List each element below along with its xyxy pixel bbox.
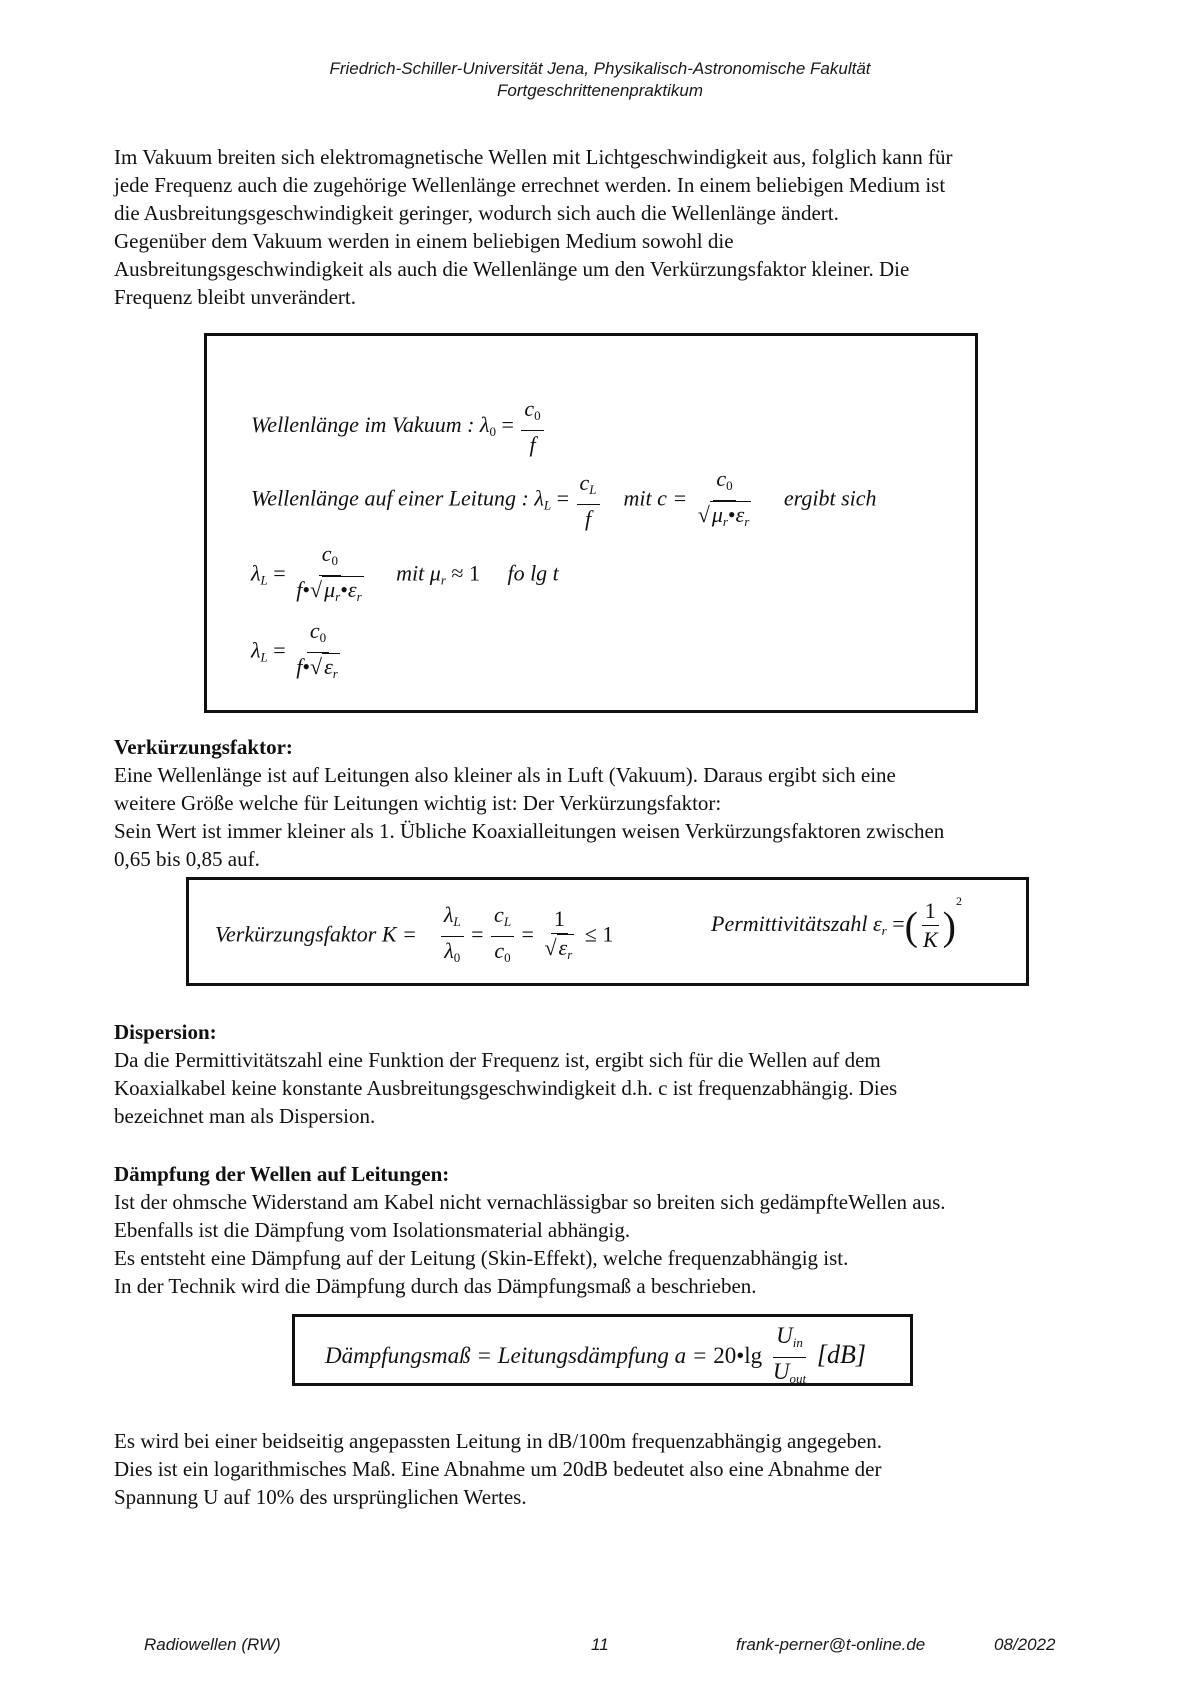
equals-sign: = xyxy=(521,921,534,947)
text-line: 0,65 bis 0,85 auf. xyxy=(114,847,260,871)
c-symbol: c xyxy=(579,469,590,495)
subscript: r xyxy=(335,589,341,604)
daempfung-section xyxy=(114,1160,1104,1300)
subscript: 0 xyxy=(331,553,339,568)
header-institution: Friedrich-Schiller-Universität Jena, Physikalisch-Astronomische Fakultät xyxy=(329,59,871,78)
text-line: Es entsteht eine Dämpfung auf der Leitung (Skin-Effekt), welche frequenzabhängig ist. xyxy=(114,1246,849,1270)
text-line: Spannung U auf 10% des ursprünglichen Wertes. xyxy=(114,1485,527,1509)
closing-paragraph xyxy=(114,1427,1104,1511)
text-line: bezeichnet man als Dispersion. xyxy=(114,1104,376,1128)
subscript: r xyxy=(722,514,728,529)
f-symbol: f xyxy=(529,432,536,457)
equals-sign: = xyxy=(273,560,286,586)
leq-one: ≤ 1 xyxy=(584,921,614,947)
sqrt-icon: √ xyxy=(544,934,557,960)
formula-label: Wellenlänge auf einer Leitung : xyxy=(251,485,529,511)
footer-date: 08/2022 xyxy=(994,1635,1056,1654)
c-symbol: c xyxy=(321,541,332,566)
verkuerzungsfaktor-section xyxy=(114,733,1104,873)
text-line: jede Frequenz auch die zugehörige Wellenlänge errechnet werden. In einem beliebigen Medium ist xyxy=(114,173,946,197)
right-paren: ) xyxy=(942,903,956,949)
one: 1 xyxy=(922,898,939,926)
subscript: r xyxy=(356,589,362,604)
text-line: Ist der ohmsche Widerstand am Kabel nicht vernachlässigbar so breiten sich gedämpfteWellen aus. xyxy=(114,1190,946,1214)
subscript: L xyxy=(589,481,597,497)
text-line: die Ausbreitungsgeschwindigkeit geringer, wodurch sich auch die Wellenlänge ändert. xyxy=(114,201,839,225)
fraction xyxy=(293,541,366,610)
fraction xyxy=(491,902,514,971)
header-course: Fortgeschrittenenpraktikum xyxy=(497,81,703,100)
formula-vacuum-wavelength xyxy=(251,396,546,458)
fraction xyxy=(695,466,755,535)
fraction xyxy=(541,906,577,968)
lambda-symbol: λ xyxy=(251,560,261,586)
exponent: 2 xyxy=(955,894,962,908)
lambda-symbol: λ xyxy=(251,637,261,663)
text-line: Koaxialkabel keine konstante Ausbreitungsgeschwindigkeit d.h. c ist frequenzabhängig. Dies xyxy=(114,1076,898,1100)
text-line: Sein Wert ist immer kleiner als 1. Übliche Koaxialleitungen weisen Verkürzungsfaktoren zwischen xyxy=(114,819,945,843)
footer-page-number: 11 xyxy=(591,1635,609,1654)
formula-k xyxy=(215,902,613,971)
mit-label: mit xyxy=(396,560,425,586)
text-line: Eine Wellenlänge ist auf Leitungen also kleiner als in Luft (Vakuum). Daraus ergibt sich eine xyxy=(114,763,896,787)
ergibt-sich-label: ergibt sich xyxy=(783,485,877,511)
c-symbol: c xyxy=(494,902,504,927)
f-symbol: f xyxy=(584,505,592,531)
mit-c-label: mit c = xyxy=(623,485,688,511)
subscript: L xyxy=(260,649,268,665)
section-heading: Dispersion: xyxy=(114,1020,217,1044)
mu-symbol: μ xyxy=(429,560,441,586)
c-symbol: c xyxy=(524,396,535,421)
u-symbol: U xyxy=(772,1359,790,1384)
fraction xyxy=(770,1323,809,1392)
subscript: in xyxy=(792,1335,803,1350)
section-heading: Dämpfung der Wellen auf Leitungen: xyxy=(114,1162,450,1186)
intro-paragraph xyxy=(114,143,1104,311)
sqrt-icon: √ xyxy=(310,577,323,602)
sqrt-icon: √ xyxy=(697,502,710,527)
epsilon-symbol: ε xyxy=(872,911,882,936)
bullet: • xyxy=(302,577,311,602)
epsilon-symbol: ε xyxy=(735,502,745,527)
text-line: Da die Permittivitätszahl eine Funktion der Frequenz ist, ergibt sich für die Wellen auf dem xyxy=(114,1048,881,1072)
epsilon-symbol: ε xyxy=(347,577,357,602)
c-symbol: c xyxy=(716,466,727,491)
footer-email: frank-perner@t-online.de xyxy=(736,1635,926,1654)
factor: 20•lg xyxy=(713,1342,763,1368)
epsilon-symbol: ε xyxy=(324,654,333,679)
text-line: Ausbreitungsgeschwindigkeit als auch die Wellenlänge um den Verkürzungsfaktor kleiner. Die xyxy=(114,257,910,281)
subscript: 0 xyxy=(726,478,733,493)
lambda-symbol: λ xyxy=(444,938,454,963)
fraction xyxy=(577,470,600,532)
one: 1 xyxy=(551,906,568,934)
text-line: Im Vakuum breiten sich elektromagnetische Wellen mit Lichtgeschwindigkeit aus, folglich kann für xyxy=(114,145,953,169)
subscript: 0 xyxy=(489,424,496,440)
fraction xyxy=(293,618,343,687)
formula-label: Wellenlänge im Vakuum : xyxy=(251,412,475,438)
subscript: 0 xyxy=(453,950,461,965)
text-line: Dies ist ein logarithmisches Maß. Eine Abnahme um 20dB bedeutet also eine Abnahme der xyxy=(114,1457,882,1481)
fraction xyxy=(521,396,543,458)
formula-lambda-l-full xyxy=(251,541,559,610)
text-line: In der Technik wird die Dämpfung durch das Dämpfungsmaß a beschrieben. xyxy=(114,1274,757,1298)
subscript: 0 xyxy=(504,950,511,965)
subscript: L xyxy=(543,497,552,513)
wavelength-formula-box xyxy=(204,333,978,713)
lambda-symbol: λ xyxy=(534,485,544,511)
formula-line-wavelength xyxy=(251,466,877,535)
verkuerzungsfaktor-formula-box xyxy=(186,877,1029,986)
daempfungsmass-formula-box xyxy=(292,1314,913,1386)
sqrt-icon: √ xyxy=(310,654,323,679)
bullet: • xyxy=(302,654,311,679)
subscript: out xyxy=(789,1371,807,1386)
equals-sign: = xyxy=(892,911,905,936)
equals-sign: = xyxy=(501,412,514,438)
folgt-label: fo lg t xyxy=(507,560,559,586)
formula-label: Dämpfungsmaß = Leitungsdämpfung a = xyxy=(325,1342,708,1368)
mu-symbol: μ xyxy=(711,502,723,527)
text-line: Frequenz bleibt unverändert. xyxy=(114,285,356,309)
section-heading: Verkürzungsfaktor: xyxy=(114,735,293,759)
formula-permittivity xyxy=(711,894,962,953)
lambda-symbol: λ xyxy=(479,412,490,438)
subscript: 0 xyxy=(534,408,541,423)
lambda-symbol: λ xyxy=(443,902,454,927)
formula-label: Verkürzungsfaktor K = xyxy=(215,921,417,947)
formula-label: Permittivitätszahl xyxy=(711,911,868,936)
footer-title: Radiowellen (RW) xyxy=(144,1635,281,1654)
formula-daempfung xyxy=(325,1323,866,1392)
epsilon-symbol: ε xyxy=(558,934,568,960)
f-symbol: f xyxy=(296,654,303,679)
page-header xyxy=(0,58,1200,102)
subscript: r xyxy=(440,572,446,588)
subscript: r xyxy=(567,946,573,962)
subscript: r xyxy=(744,514,750,529)
text-line: Es wird bei einer beidseitig angepassten Leitung in dB/100m frequenzabhängig angegeben. xyxy=(114,1429,883,1453)
bullet: • xyxy=(340,577,348,602)
dispersion-section xyxy=(114,1018,1104,1130)
text-line: weitere Größe welche für Leitungen wichtig ist: Der Verkürzungsfaktor: xyxy=(114,791,722,815)
equals-sign: = xyxy=(471,921,484,947)
equals-sign: = xyxy=(273,637,286,663)
subscript: 0 xyxy=(319,630,327,645)
unit-db: [dB] xyxy=(816,1339,867,1369)
fraction xyxy=(441,902,464,971)
fraction xyxy=(920,898,941,953)
approx-one: ≈ 1 xyxy=(451,560,480,586)
left-paren: ( xyxy=(904,903,918,949)
c-symbol: c xyxy=(309,618,320,643)
bullet: • xyxy=(727,502,736,527)
subscript: r xyxy=(881,923,887,938)
subscript: L xyxy=(260,572,268,588)
equals-sign: = xyxy=(556,485,569,511)
k-symbol: K xyxy=(922,927,938,953)
c-symbol: c xyxy=(494,938,505,963)
f-symbol: f xyxy=(296,577,303,602)
subscript: L xyxy=(453,914,461,929)
u-symbol: U xyxy=(776,1323,793,1348)
subscript: L xyxy=(503,914,512,929)
text-line: Ebenfalls ist die Dämpfung vom Isolationsmaterial abhängig. xyxy=(114,1218,631,1242)
formula-lambda-l-simplified xyxy=(251,618,345,687)
mu-symbol: μ xyxy=(324,577,336,602)
subscript: r xyxy=(332,666,338,681)
text-line: Gegenüber dem Vakuum werden in einem beliebigen Medium sowohl die xyxy=(114,229,734,253)
